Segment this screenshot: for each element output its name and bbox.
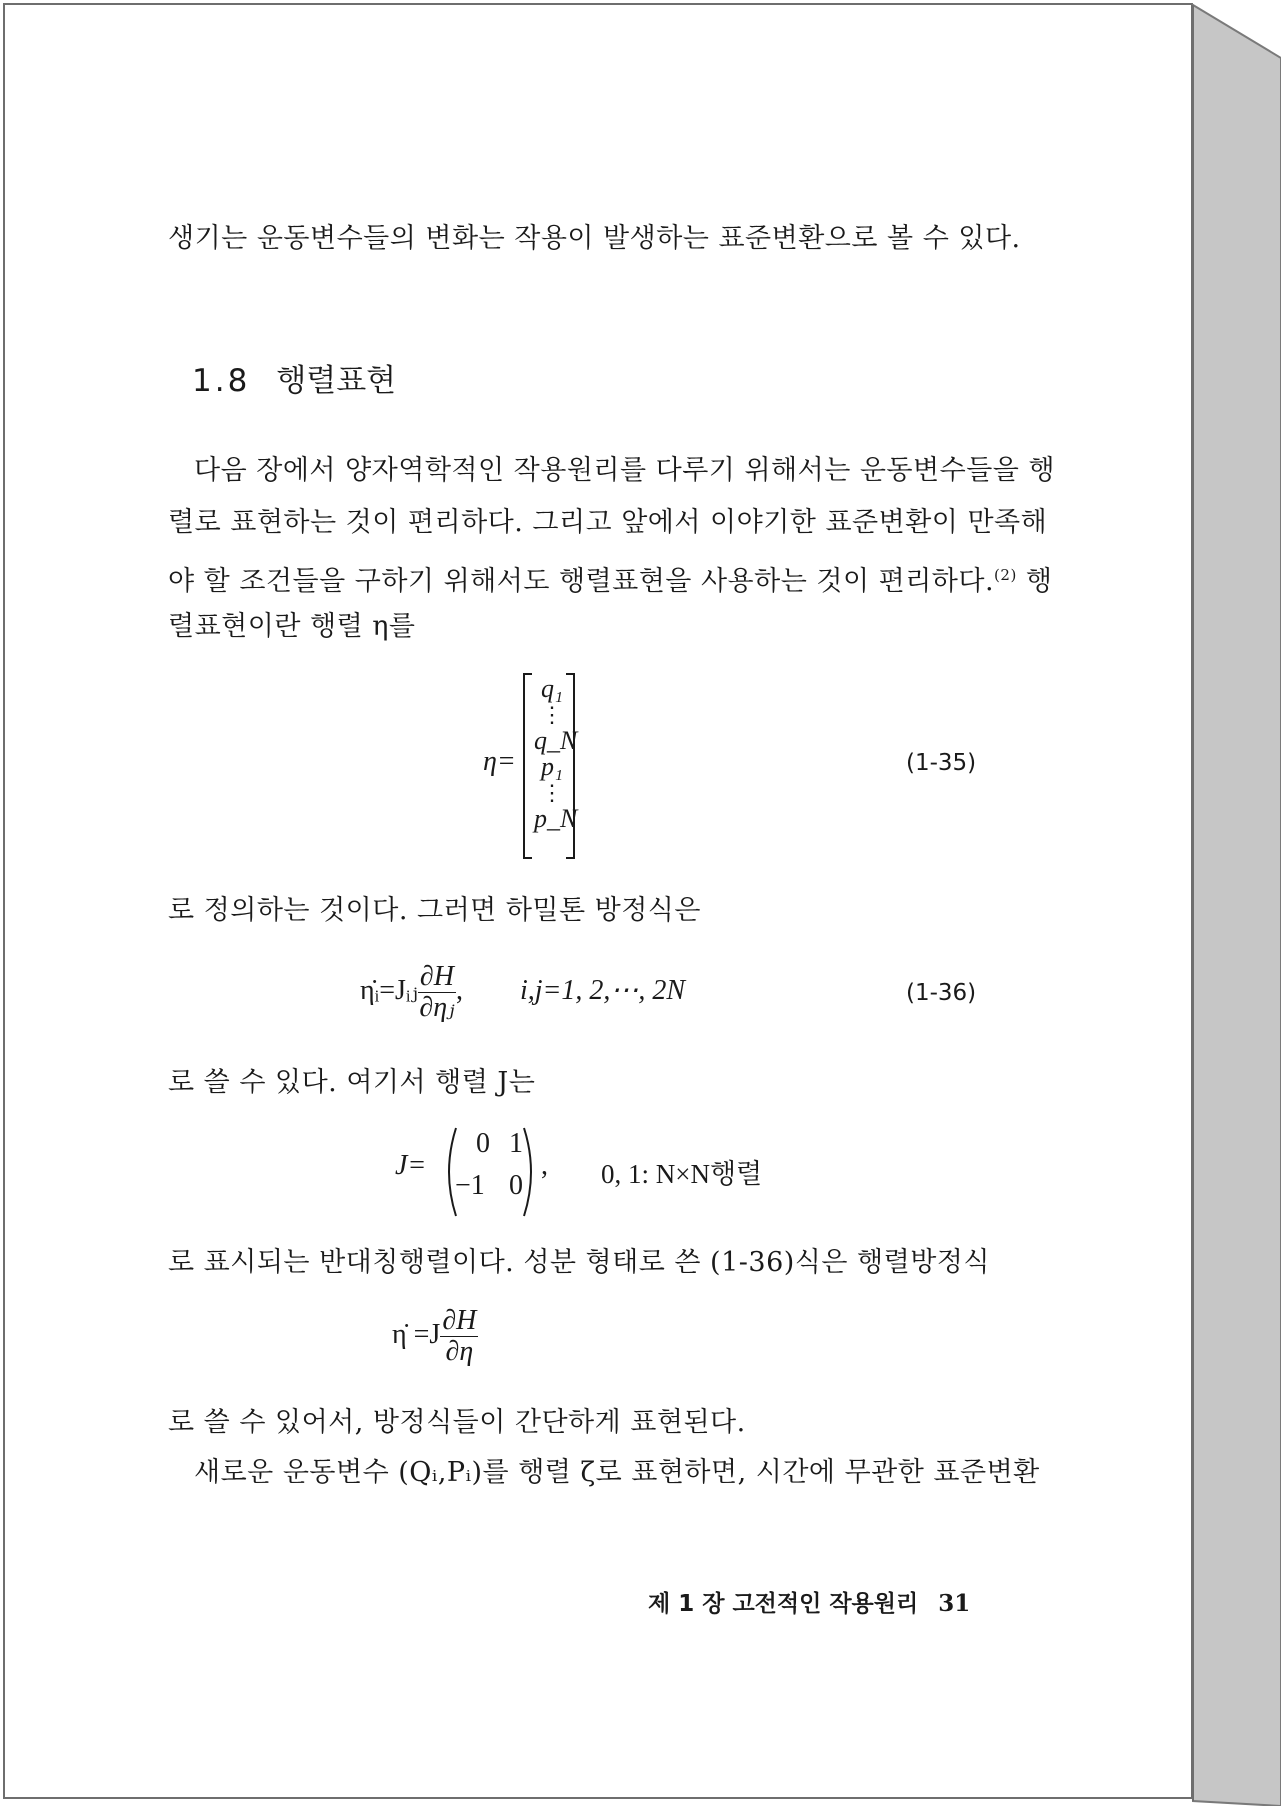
eqJ-comma: ,: [541, 1150, 548, 1181]
fraction-numerator: ∂H: [419, 961, 454, 992]
text-line: 로 표시되는 반대칭행렬이다. 성분 형태로 쓴 (1-36)식은 행렬방정식: [168, 1247, 990, 1278]
footnote-ref: (2): [994, 566, 1017, 584]
section-number: 1.8: [192, 363, 251, 399]
fraction-denominator: ∂ηⱼ: [419, 992, 455, 1023]
eqJ-lhs: J=: [395, 1150, 427, 1181]
vector-entry: p₁: [540, 752, 564, 781]
vector-entry: p_N: [534, 804, 578, 833]
text-line: 렬표현이란 행렬 η를: [168, 611, 416, 642]
text-line: 생기는 운동변수들의 변화는 작용이 발생하는 표준변환으로 볼 수 있다.: [168, 223, 1021, 254]
eq36: [360, 962, 685, 1023]
text-line: 렬로 표현하는 것이 편리하다. 그리고 앞에서 이야기한 표준변환이 만족해: [168, 507, 1048, 538]
text-fragment: 행: [1016, 566, 1053, 597]
text-line: 로 쓸 수 있어서, 방정식들이 간단하게 표현된다.: [168, 1407, 746, 1438]
page-footer: [648, 1585, 970, 1618]
text-line: 새로운 운동변수 (Qᵢ,Pᵢ)를 행렬 ζ로 표현하면, 시간에 무관한 표준변환: [194, 1457, 1040, 1488]
eqJ-row1-col1: 0: [476, 1128, 490, 1159]
running-footer: 제 1 장 고전적인 작용원리: [648, 1591, 919, 1617]
eq36-condition: i,j=1, 2,⋯, 2N: [519, 974, 686, 1006]
page-number: 31: [938, 1590, 971, 1617]
equation-number: (1-36): [906, 980, 977, 1006]
text-line: [168, 554, 1052, 603]
equation-number: (1-35): [906, 750, 977, 776]
eq-matrix-lhs: η̇ =J: [392, 1318, 441, 1350]
vector-entry: ⋮: [541, 702, 563, 727]
text-line: 로 쓸 수 있다. 여기서 행렬 J는: [168, 1067, 536, 1098]
vector-entry: q₁: [540, 674, 564, 703]
text-fragment: 야 할 조건들을 구하기 위해서도 행렬표현을 사용하는 것이 편리하다.: [168, 566, 995, 597]
eqJ-note: 0, 1: N×N행렬: [601, 1159, 763, 1189]
eqJ-row2-col1: −1: [455, 1170, 485, 1201]
eqJ-row1-col2: 1: [509, 1128, 523, 1159]
section-title: 행렬표현: [276, 363, 397, 399]
fraction-numerator: ∂H: [442, 1305, 477, 1336]
eq-matrix-form: [392, 1306, 478, 1367]
text-line: 로 정의하는 것이다. 그러면 하밀톤 방정식은: [168, 895, 701, 926]
vector-entry: q_N: [534, 726, 578, 755]
eq-matrix-fraction: [440, 1306, 478, 1367]
fraction-denominator: ∂η: [445, 1336, 474, 1367]
vector-entry: ⋮: [541, 780, 563, 805]
eq35-lhs: η=: [483, 746, 516, 777]
eqJ-row2-col2: 0: [509, 1170, 523, 1201]
eq35-vector: [534, 674, 578, 833]
text-line: 다음 장에서 양자역학적인 작용원리를 다루기 위해서는 운동변수들을 행: [194, 455, 1056, 486]
section-heading: [192, 355, 396, 400]
eq36-lhs: η̇ᵢ=Jᵢⱼ: [360, 974, 418, 1006]
eq36-fraction: [418, 962, 456, 1023]
eq36-comma: ,: [455, 974, 463, 1006]
